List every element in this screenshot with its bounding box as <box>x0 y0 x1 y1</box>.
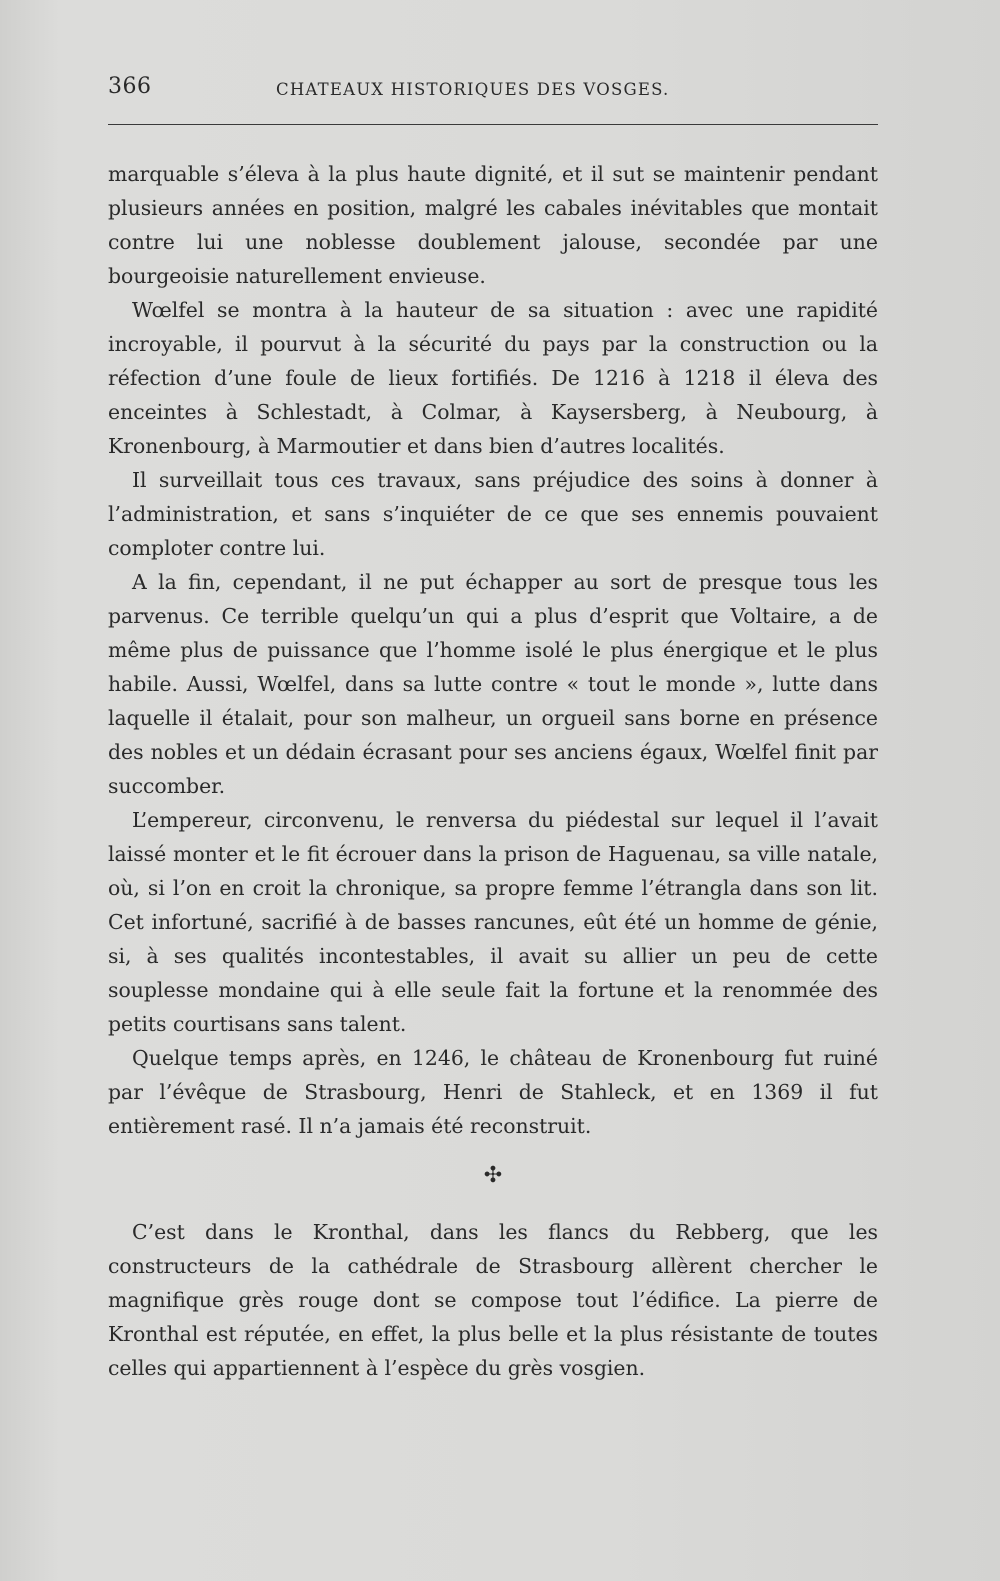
body-text <box>108 157 878 1385</box>
paragraph-6: Quelque temps après, en 1246, le château de Kronenbourg fut ruiné par l’évêque de Strasbourg, Henri de Stahleck, et en 1369 il fut entièrement rasé. Il n’a jamais été reconstruit. <box>108 1046 878 1138</box>
paragraph-1: marquable s’éleva à la plus haute dignité, et il sut se maintenir pendant plusieurs années en position, malgré les cabales inévitables que montait contre lui une noblesse doublement jalouse, secondée par une bourgeoisie naturellement envieuse. <box>108 162 878 288</box>
paragraph-2: Wœlfel se montra à la hauteur de sa situation : avec une rapidité incroyable, il pourvut à la sécurité du pays par la construction ou la réfection d’une foule de lieux fortifiés. De 1216 à 1218 il éleva des enceintes à Schlestadt, à Colmar, à Kaysersberg, à Neubourg, à Kronenbourg, à Marmoutier et dans bien d’autres localités. <box>108 298 878 458</box>
running-title: CHATEAUX HISTORIQUES DES VOSGES. <box>276 80 670 99</box>
header-rule <box>108 124 878 125</box>
section-ornament <box>108 1159 878 1193</box>
page-header <box>108 74 878 108</box>
paragraph-7: C’est dans le Kronthal, dans les flancs du Rebberg, que les constructeurs de la cathédrale de Strasbourg allèrent chercher le magnifique grès rouge dont se compose tout l’édifice. La pierre de Kronthal est réputée, en effet, la plus belle et la plus résistante de toutes celles qui appartiennent à l’espèce du grès vosgien. <box>108 1220 878 1380</box>
page-number: 366 <box>108 74 152 99</box>
paragraph-4: A la fin, cependant, il ne put échapper au sort de presque tous les parvenus. Ce terrible quelqu’un qui a plus d’esprit que Voltaire, a de même plus de puissance que l’homme isolé le plus énergique et le plus habile. Aussi, Wœlfel, dans sa lutte contre « tout le monde », lutte dans laquelle il étalait, pour son malheur, un orgueil sans borne en présence des nobles et un dédain écrasant pour ses anciens égaux, Wœlfel finit par succomber. <box>108 570 878 798</box>
paragraph-3: Il surveillait tous ces travaux, sans préjudice des soins à donner à l’administration, et sans s’inquiéter de ce que ses ennemis pouvaient comploter contre lui. <box>108 468 878 560</box>
paragraph-5: L’empereur, circonvenu, le renversa du piédestal sur lequel il l’avait laissé monter et le fit écrouer dans la prison de Haguenau, sa ville natale, où, si l’on en croit la chronique, sa propre femme l’étrangla dans son lit. Cet infortuné, sacrifié à de basses rancunes, eût été un homme de génie, si, à ses qualités incontestables, il avait su allier un peu de cette souplesse mondaine qui à elle seule fait la fortune et la renommée des petits courtisans sans talent. <box>108 808 878 1036</box>
fleuron-icon: ✣ <box>483 1163 503 1188</box>
